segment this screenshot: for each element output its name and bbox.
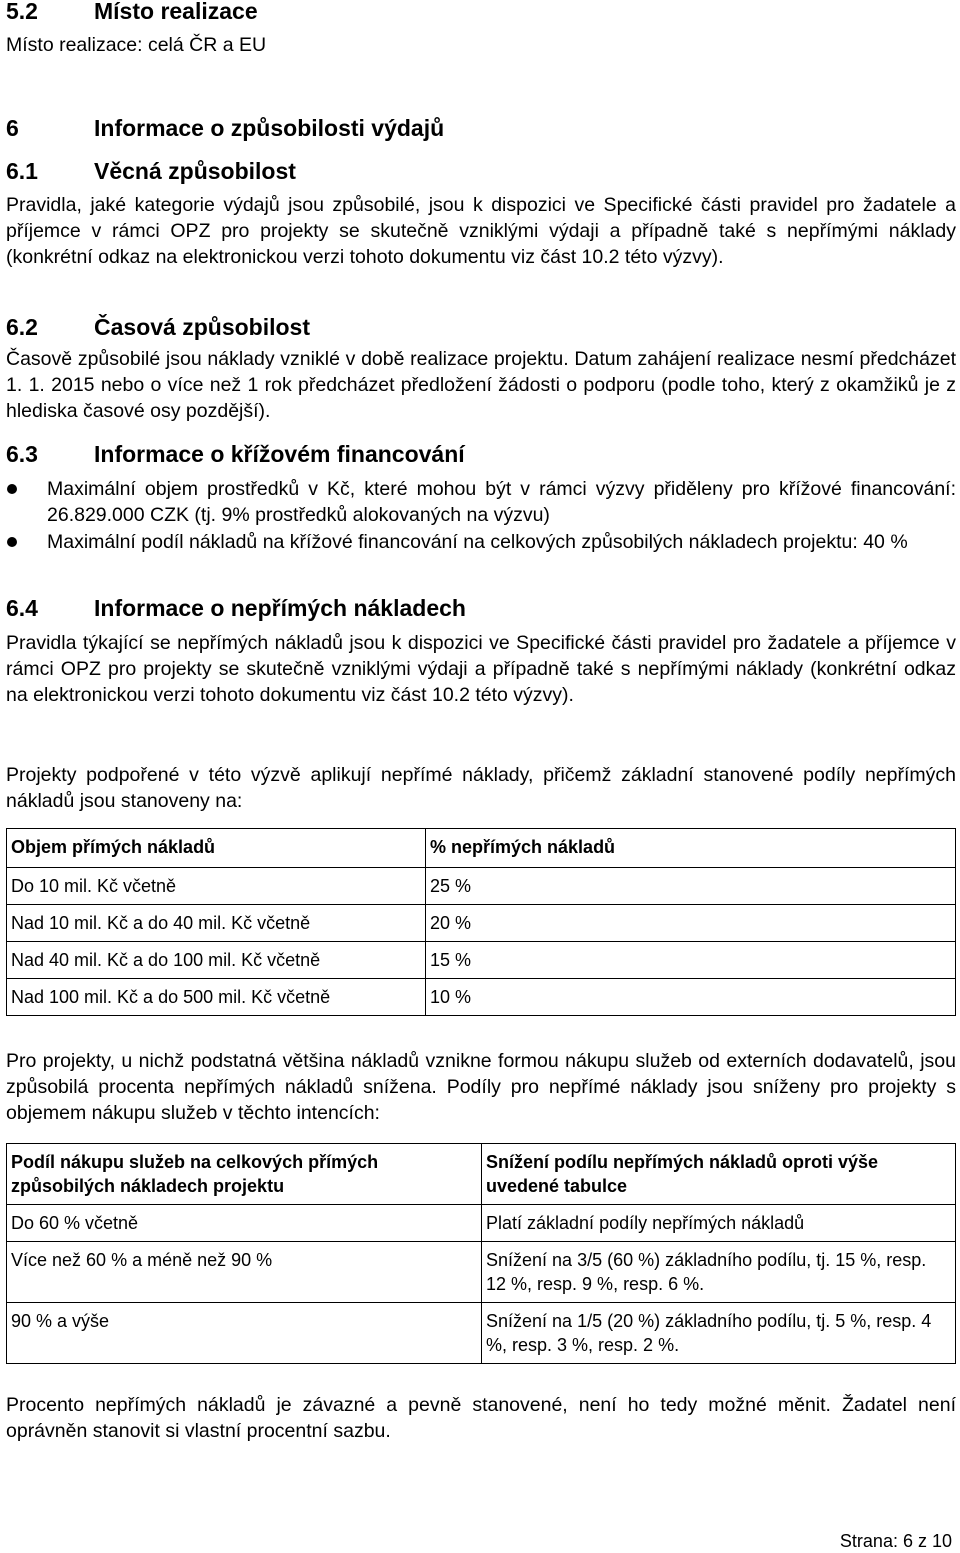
time-eligibility-text: Časově způsobilé jsou náklady vzniklé v době realizace projektu. Datum zahájení realizace nesmí předcházet 1. 1. 2015 nebo o více než 1 rok předcházet předložení žádosti o podporu (podle toho, který z okamžiků je z hlediska časové osy pozdější). xyxy=(6,348,956,422)
bullet-text: Maximální objem prostředků v Kč, které mohou být v rámci výzvy přiděleny pro křížové financování: 26.829.000 CZK (tj. 9% prostředků alokovaných na výzvu) xyxy=(47,478,956,526)
table-header-cell: Snížení podílu nepřímých nákladů oproti výše uvedené tabulce xyxy=(482,1144,956,1205)
heading-number: 6.1 xyxy=(6,158,38,184)
table-row xyxy=(7,1303,956,1364)
heading-6-1 xyxy=(6,157,296,185)
indirect-costs-paragraph-3: Pro projekty, u nichž podstatná většina nákladů vznikne formou nákupu služeb od externích dodavatelů, jsou způsobilá procenta nepřímých nákladů snížena. Podíly pro nepřímé náklady jsou sníženy pro projekty s objemem nákupu služeb v těchto intencích: xyxy=(6,1050,956,1124)
table-row xyxy=(7,1205,956,1242)
indirect-costs-paragraph-4: Procento nepřímých nákladů je závazné a pevně stanovené, není ho tedy možné měnit. Žadatel není oprávněn stanovit si vlastní procentní sazbu. xyxy=(6,1394,956,1442)
table-cell: 90 % a výše xyxy=(7,1303,482,1364)
heading-title: Informace o nepřímých nákladech xyxy=(94,595,466,621)
table-row xyxy=(7,868,956,905)
table-cell: Do 60 % včetně xyxy=(7,1205,482,1242)
table-cell: 15 % xyxy=(426,942,956,979)
heading-title: Informace o křížovém financování xyxy=(94,441,465,467)
heading-title: Věcná způsobilost xyxy=(94,158,296,184)
table-cell: Snížení na 3/5 (60 %) základního podílu, tj. 15 %, resp. 12 %, resp. 9 %, resp. 6 %. xyxy=(482,1242,956,1303)
heading-title: Časová způsobilost xyxy=(94,314,310,340)
table-cell: Platí základní podíly nepřímých nákladů xyxy=(482,1205,956,1242)
heading-number: 5.2 xyxy=(6,0,38,24)
heading-6-3 xyxy=(6,440,465,468)
table-row xyxy=(7,905,956,942)
heading-number: 6.2 xyxy=(6,314,38,340)
service-share-table xyxy=(6,1143,956,1364)
table-cell: Do 10 mil. Kč včetně xyxy=(7,868,426,905)
table-row xyxy=(7,942,956,979)
table-header-cell: % nepřímých nákladů xyxy=(426,829,956,868)
table-cell: 25 % xyxy=(426,868,956,905)
heading-title: Informace o způsobilosti výdajů xyxy=(94,115,445,141)
indirect-costs-paragraph-2: Projekty podpořené v této výzvě aplikují nepřímé náklady, přičemž základní stanovené podíly nepřímých nákladů jsou stanoveny na: xyxy=(6,764,956,812)
heading-number: 6.3 xyxy=(6,441,38,467)
table-cell: Nad 100 mil. Kč a do 500 mil. Kč včetně xyxy=(7,979,426,1016)
place-of-realization-text: Místo realizace: celá ČR a EU xyxy=(6,34,267,56)
table-header-row xyxy=(7,1144,956,1205)
heading-6-2 xyxy=(6,313,310,341)
heading-number: 6 xyxy=(6,115,19,141)
heading-6-4 xyxy=(6,594,466,622)
table-header-row xyxy=(7,829,956,868)
table-cell: Více než 60 % a méně než 90 % xyxy=(7,1242,482,1303)
table-cell: 20 % xyxy=(426,905,956,942)
cross-financing-bullet xyxy=(6,476,956,528)
table-row xyxy=(7,1242,956,1303)
material-eligibility-text: Pravidla, jaké kategorie výdajů jsou způsobilé, jsou k dispozici ve Specifické části pravidel pro žadatele a příjemce v rámci OPZ pro projekty se skutečně vzniklými výdaji a případně také s nepřímými náklady (konkrétní odkaz na elektronickou verzi tohoto dokumentu viz část 10.2 této výzvy). xyxy=(6,194,956,268)
table-cell: Nad 40 mil. Kč a do 100 mil. Kč včetně xyxy=(7,942,426,979)
table-cell: 10 % xyxy=(426,979,956,1016)
indirect-costs-paragraph-1: Pravidla týkající se nepřímých nákladů jsou k dispozici ve Specifické části pravidel pro žadatele a příjemce v rámci OPZ pro projekty se skutečně vzniklými výdaji a případně také s nepřímými náklady (konkrétní odkaz na elektronickou verzi tohoto dokumentu viz část 10.2 této výzvy). xyxy=(6,632,956,706)
table-row xyxy=(7,979,956,1016)
table-cell: Snížení na 1/5 (20 %) základního podílu, tj. 5 %, resp. 4 %, resp. 3 %, resp. 2 %. xyxy=(482,1303,956,1364)
table-cell: Nad 10 mil. Kč a do 40 mil. Kč včetně xyxy=(7,905,426,942)
table-header-cell: Objem přímých nákladů xyxy=(7,829,426,868)
heading-number: 6.4 xyxy=(6,595,38,621)
heading-title: Místo realizace xyxy=(94,0,258,24)
cross-financing-bullet xyxy=(6,529,956,555)
indirect-rates-table xyxy=(6,828,956,1016)
heading-6 xyxy=(6,114,444,142)
bullet-text: Maximální podíl nákladů na křížové financování na celkových způsobilých nákladech projektu: 40 % xyxy=(47,531,908,553)
page-number: Strana: 6 z 10 xyxy=(839,1531,952,1551)
heading-5-2 xyxy=(6,0,258,25)
table-header-cell: Podíl nákupu služeb na celkových přímých způsobilých nákladech projektu xyxy=(7,1144,482,1205)
